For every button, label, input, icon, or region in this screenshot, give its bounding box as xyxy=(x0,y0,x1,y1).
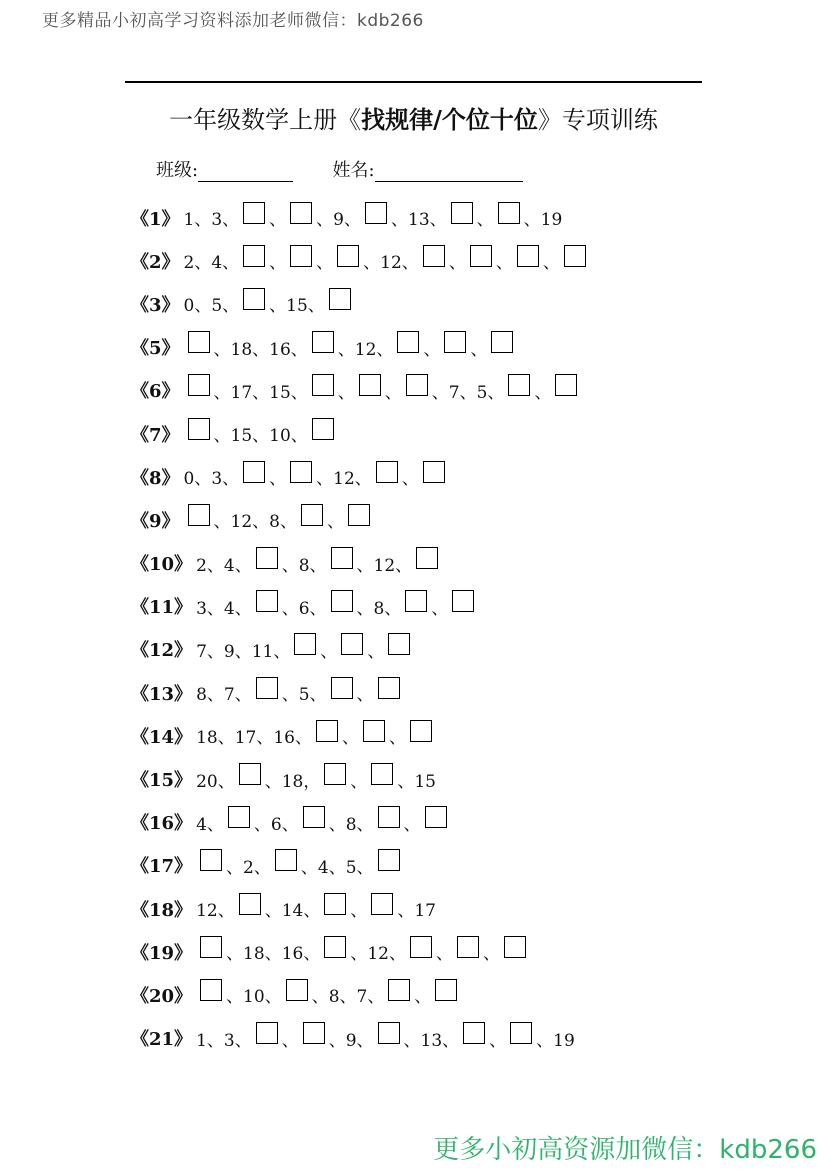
sequence-text: 、17 xyxy=(397,901,436,922)
sequence-text: 、19 xyxy=(536,1030,575,1051)
answer-box[interactable] xyxy=(256,677,278,699)
name-label: 姓名: xyxy=(332,160,375,181)
sequence-text: 、13、 xyxy=(403,1030,460,1051)
answer-box[interactable] xyxy=(294,633,316,655)
answer-box[interactable] xyxy=(239,763,261,785)
answer-box[interactable] xyxy=(425,806,447,828)
exercise-row xyxy=(131,801,590,844)
answer-box[interactable] xyxy=(410,720,432,742)
answer-box[interactable] xyxy=(423,245,445,267)
answer-box[interactable] xyxy=(331,677,353,699)
sequence-text: 、 xyxy=(482,944,500,965)
sequence-text: 、6、 xyxy=(253,814,299,835)
answer-box[interactable] xyxy=(365,202,387,224)
answer-box[interactable] xyxy=(371,763,393,785)
sequence-text: 1、3、 xyxy=(196,1030,252,1051)
answer-box[interactable] xyxy=(378,849,400,871)
class-blank[interactable] xyxy=(198,161,293,182)
answer-box[interactable] xyxy=(510,1022,532,1044)
sequence-text: 、8、7、 xyxy=(311,987,385,1008)
exercise-label: 《17》 xyxy=(131,856,193,878)
answer-box[interactable] xyxy=(470,245,492,267)
answer-box[interactable] xyxy=(555,374,577,396)
sequence-text: 、12、 xyxy=(363,253,419,274)
exercise-row xyxy=(131,930,590,973)
answer-box[interactable] xyxy=(316,720,338,742)
answer-box[interactable] xyxy=(410,936,432,958)
answer-box[interactable] xyxy=(256,1022,278,1044)
sequence-text: 、 xyxy=(356,685,374,706)
sequence-text: 、19 xyxy=(523,210,563,231)
exercise-label: 《14》 xyxy=(131,726,193,748)
exercise-row xyxy=(131,671,590,714)
sequence-text: 、9、 xyxy=(316,210,361,231)
sequence-text: 、17、15、 xyxy=(213,382,308,403)
answer-box[interactable] xyxy=(435,979,457,1001)
answer-box[interactable] xyxy=(312,374,334,396)
answer-box[interactable] xyxy=(324,893,346,915)
answer-box[interactable] xyxy=(256,590,278,612)
sequence-text: 2、4、 xyxy=(183,253,240,274)
answer-box[interactable] xyxy=(388,979,410,1001)
exercise-row xyxy=(131,498,590,541)
answer-box[interactable] xyxy=(376,461,398,483)
answer-box[interactable] xyxy=(303,806,325,828)
sequence-text: 、 xyxy=(384,382,402,403)
answer-box[interactable] xyxy=(341,633,363,655)
exercise-row xyxy=(131,239,590,282)
sequence-text: 、 xyxy=(401,469,419,490)
sequence-text: 、15、 xyxy=(269,296,325,317)
answer-box[interactable] xyxy=(508,374,530,396)
answer-box[interactable] xyxy=(188,331,210,353)
exercise-row xyxy=(131,1017,590,1060)
sequence-text: 、18， xyxy=(264,771,321,792)
title-rule xyxy=(125,81,702,83)
answer-box[interactable] xyxy=(243,245,265,267)
answer-box[interactable] xyxy=(286,979,308,1001)
exercise-row xyxy=(131,326,590,369)
answer-box[interactable] xyxy=(239,893,261,915)
sequence-text: 、 xyxy=(350,771,368,792)
exercise-row xyxy=(131,369,590,412)
exercise-row xyxy=(131,412,590,455)
sequence-text: 、6、 xyxy=(281,598,327,619)
sequence-text: 20、 xyxy=(196,771,235,792)
answer-box[interactable] xyxy=(444,331,466,353)
answer-box[interactable] xyxy=(378,677,400,699)
answer-box[interactable] xyxy=(416,547,438,569)
answer-box[interactable] xyxy=(329,288,351,310)
answer-box[interactable] xyxy=(290,461,312,483)
sequence-text: 、 xyxy=(542,253,560,274)
sequence-text: 、 xyxy=(470,339,488,360)
title-suffix: 》专项训练 xyxy=(537,106,658,134)
answer-box[interactable] xyxy=(331,590,353,612)
answer-box[interactable] xyxy=(405,590,427,612)
sequence-text: 2、4、 xyxy=(196,555,252,576)
exercise-label: 《20》 xyxy=(131,985,193,1007)
answer-box[interactable] xyxy=(406,374,428,396)
sequence-text: 、8、 xyxy=(356,598,402,619)
sequence-text: 、2、 xyxy=(226,857,271,878)
sequence-text: 、 xyxy=(534,382,552,403)
footer-note: 更多小初高资源加微信：kdb266 xyxy=(433,1135,817,1165)
exercise-label: 《16》 xyxy=(131,813,193,835)
sequence-text: 、 xyxy=(350,901,368,922)
exercise-row xyxy=(131,714,590,757)
answer-box[interactable] xyxy=(312,331,334,353)
sequence-text: 、 xyxy=(326,512,344,533)
answer-box[interactable] xyxy=(188,504,210,526)
answer-box[interactable] xyxy=(504,936,526,958)
sequence-text: 18、17、16、 xyxy=(196,728,312,749)
sequence-text: 、15 xyxy=(397,771,436,792)
answer-box[interactable] xyxy=(324,936,346,958)
sequence-text: 7、9、11、 xyxy=(196,641,291,662)
sequence-text: 、9、 xyxy=(328,1030,374,1051)
exercise-row xyxy=(131,282,590,325)
sequence-text: 、 xyxy=(316,253,334,274)
exercise-label: 《19》 xyxy=(131,942,193,964)
answer-box[interactable] xyxy=(200,936,222,958)
answer-box[interactable] xyxy=(363,720,385,742)
exercise-label: 《13》 xyxy=(131,683,193,705)
answer-box[interactable] xyxy=(303,1022,325,1044)
name-blank[interactable] xyxy=(375,161,523,182)
answer-box[interactable] xyxy=(491,331,513,353)
exercise-row xyxy=(131,973,590,1016)
sequence-text: 、15、10、 xyxy=(213,426,308,447)
exercise-row xyxy=(131,628,590,671)
sequence-text: 、 xyxy=(431,598,449,619)
answer-box[interactable] xyxy=(452,590,474,612)
sequence-text: 、 xyxy=(269,469,287,490)
sequence-text: 、 xyxy=(269,210,287,231)
sequence-text: 、12、 xyxy=(356,555,413,576)
sequence-text: 、 xyxy=(489,1030,507,1051)
sequence-text: 、4、5、 xyxy=(300,857,374,878)
sequence-text: 、12、 xyxy=(337,339,394,360)
sequence-text: 、 xyxy=(495,253,513,274)
sequence-text: 、 xyxy=(281,1030,299,1051)
answer-box[interactable] xyxy=(256,547,278,569)
sequence-text: 、8、 xyxy=(328,814,374,835)
exercise-list xyxy=(131,196,590,1060)
sequence-text: 、12、8、 xyxy=(213,512,297,533)
exercise-label: 《7》 xyxy=(131,424,180,446)
answer-box[interactable] xyxy=(228,806,250,828)
sequence-text: 、18、16、 xyxy=(213,339,308,360)
answer-box[interactable] xyxy=(359,374,381,396)
sequence-text: 4、 xyxy=(196,814,224,835)
header-note: 更多精品小初高学习资料添加老师微信：kdb266 xyxy=(42,11,424,31)
answer-box[interactable] xyxy=(188,374,210,396)
sequence-text: 、 xyxy=(269,253,287,274)
exercise-label: 《3》 xyxy=(131,294,180,316)
class-label: 班级: xyxy=(156,160,199,181)
answer-box[interactable] xyxy=(301,504,323,526)
exercise-row xyxy=(131,542,590,585)
sequence-text: 、 xyxy=(423,339,441,360)
exercise-label: 《5》 xyxy=(131,338,180,360)
answer-box[interactable] xyxy=(200,849,222,871)
exercise-label: 《18》 xyxy=(131,899,193,921)
answer-box[interactable] xyxy=(423,461,445,483)
exercise-label: 《1》 xyxy=(131,208,180,230)
answer-box[interactable] xyxy=(275,849,297,871)
answer-box[interactable] xyxy=(290,202,312,224)
sequence-text: 、7、5、 xyxy=(431,382,505,403)
answer-box[interactable] xyxy=(397,331,419,353)
sequence-text: 、10、 xyxy=(226,987,282,1008)
exercise-row xyxy=(131,196,590,239)
answer-box[interactable] xyxy=(312,418,334,440)
exercise-label: 《15》 xyxy=(131,770,193,792)
answer-box[interactable] xyxy=(188,418,210,440)
answer-box[interactable] xyxy=(517,245,539,267)
sequence-text: 0、5、 xyxy=(183,296,240,317)
sequence-text: 、5、 xyxy=(281,685,327,706)
sequence-text: 、 xyxy=(388,728,406,749)
sequence-text: 、8、 xyxy=(281,555,327,576)
answer-box[interactable] xyxy=(200,979,222,1001)
page-title xyxy=(0,100,827,135)
answer-box[interactable] xyxy=(388,633,410,655)
sequence-text: 、 xyxy=(435,944,453,965)
answer-box[interactable] xyxy=(290,245,312,267)
title-bold: 找规律/个位十位 xyxy=(361,105,538,134)
answer-box[interactable] xyxy=(337,245,359,267)
exercise-row xyxy=(131,887,590,930)
answer-box[interactable] xyxy=(564,245,586,267)
sequence-text: 、 xyxy=(341,728,359,749)
student-info xyxy=(156,156,523,182)
sequence-text: 、 xyxy=(476,210,494,231)
sequence-text: 、 xyxy=(367,641,385,662)
answer-box[interactable] xyxy=(457,936,479,958)
answer-box[interactable] xyxy=(498,202,520,224)
sequence-text: 、12、 xyxy=(316,469,372,490)
exercise-label: 《6》 xyxy=(131,381,180,403)
sequence-text: 1、3、 xyxy=(183,210,240,231)
sequence-text: 3、4、 xyxy=(196,598,252,619)
answer-box[interactable] xyxy=(463,1022,485,1044)
sequence-text: 、12、 xyxy=(350,944,406,965)
exercise-label: 《11》 xyxy=(131,597,193,619)
sequence-text: 、18、16、 xyxy=(226,944,321,965)
answer-box[interactable] xyxy=(378,1022,400,1044)
exercise-label: 《12》 xyxy=(131,640,193,662)
exercise-label: 《9》 xyxy=(131,510,180,532)
answer-box[interactable] xyxy=(348,504,370,526)
exercise-label: 《10》 xyxy=(131,554,193,576)
answer-box[interactable] xyxy=(371,893,393,915)
answer-box[interactable] xyxy=(331,547,353,569)
exercise-label: 《2》 xyxy=(131,251,180,273)
exercise-label: 《21》 xyxy=(131,1029,193,1051)
answer-box[interactable] xyxy=(324,763,346,785)
sequence-text: 、 xyxy=(414,987,432,1008)
answer-box[interactable] xyxy=(243,202,265,224)
sequence-text: 8、7、 xyxy=(196,685,252,706)
sequence-text: 、14、 xyxy=(264,901,321,922)
exercise-label: 《8》 xyxy=(131,467,180,489)
answer-box[interactable] xyxy=(243,461,265,483)
sequence-text: 、 xyxy=(403,814,421,835)
answer-box[interactable] xyxy=(378,806,400,828)
exercise-row xyxy=(131,844,590,887)
sequence-text: 、13、 xyxy=(391,210,447,231)
sequence-text: 12、 xyxy=(196,901,235,922)
sequence-text: 、 xyxy=(337,382,355,403)
sequence-text: 、 xyxy=(320,641,338,662)
exercise-row xyxy=(131,585,590,628)
sequence-text: 0、3、 xyxy=(183,469,240,490)
answer-box[interactable] xyxy=(243,288,265,310)
exercise-row xyxy=(131,757,590,800)
sequence-text: 、 xyxy=(448,253,466,274)
exercise-row xyxy=(131,455,590,498)
title-prefix: 一年级数学上册《 xyxy=(169,106,362,134)
answer-box[interactable] xyxy=(451,202,473,224)
